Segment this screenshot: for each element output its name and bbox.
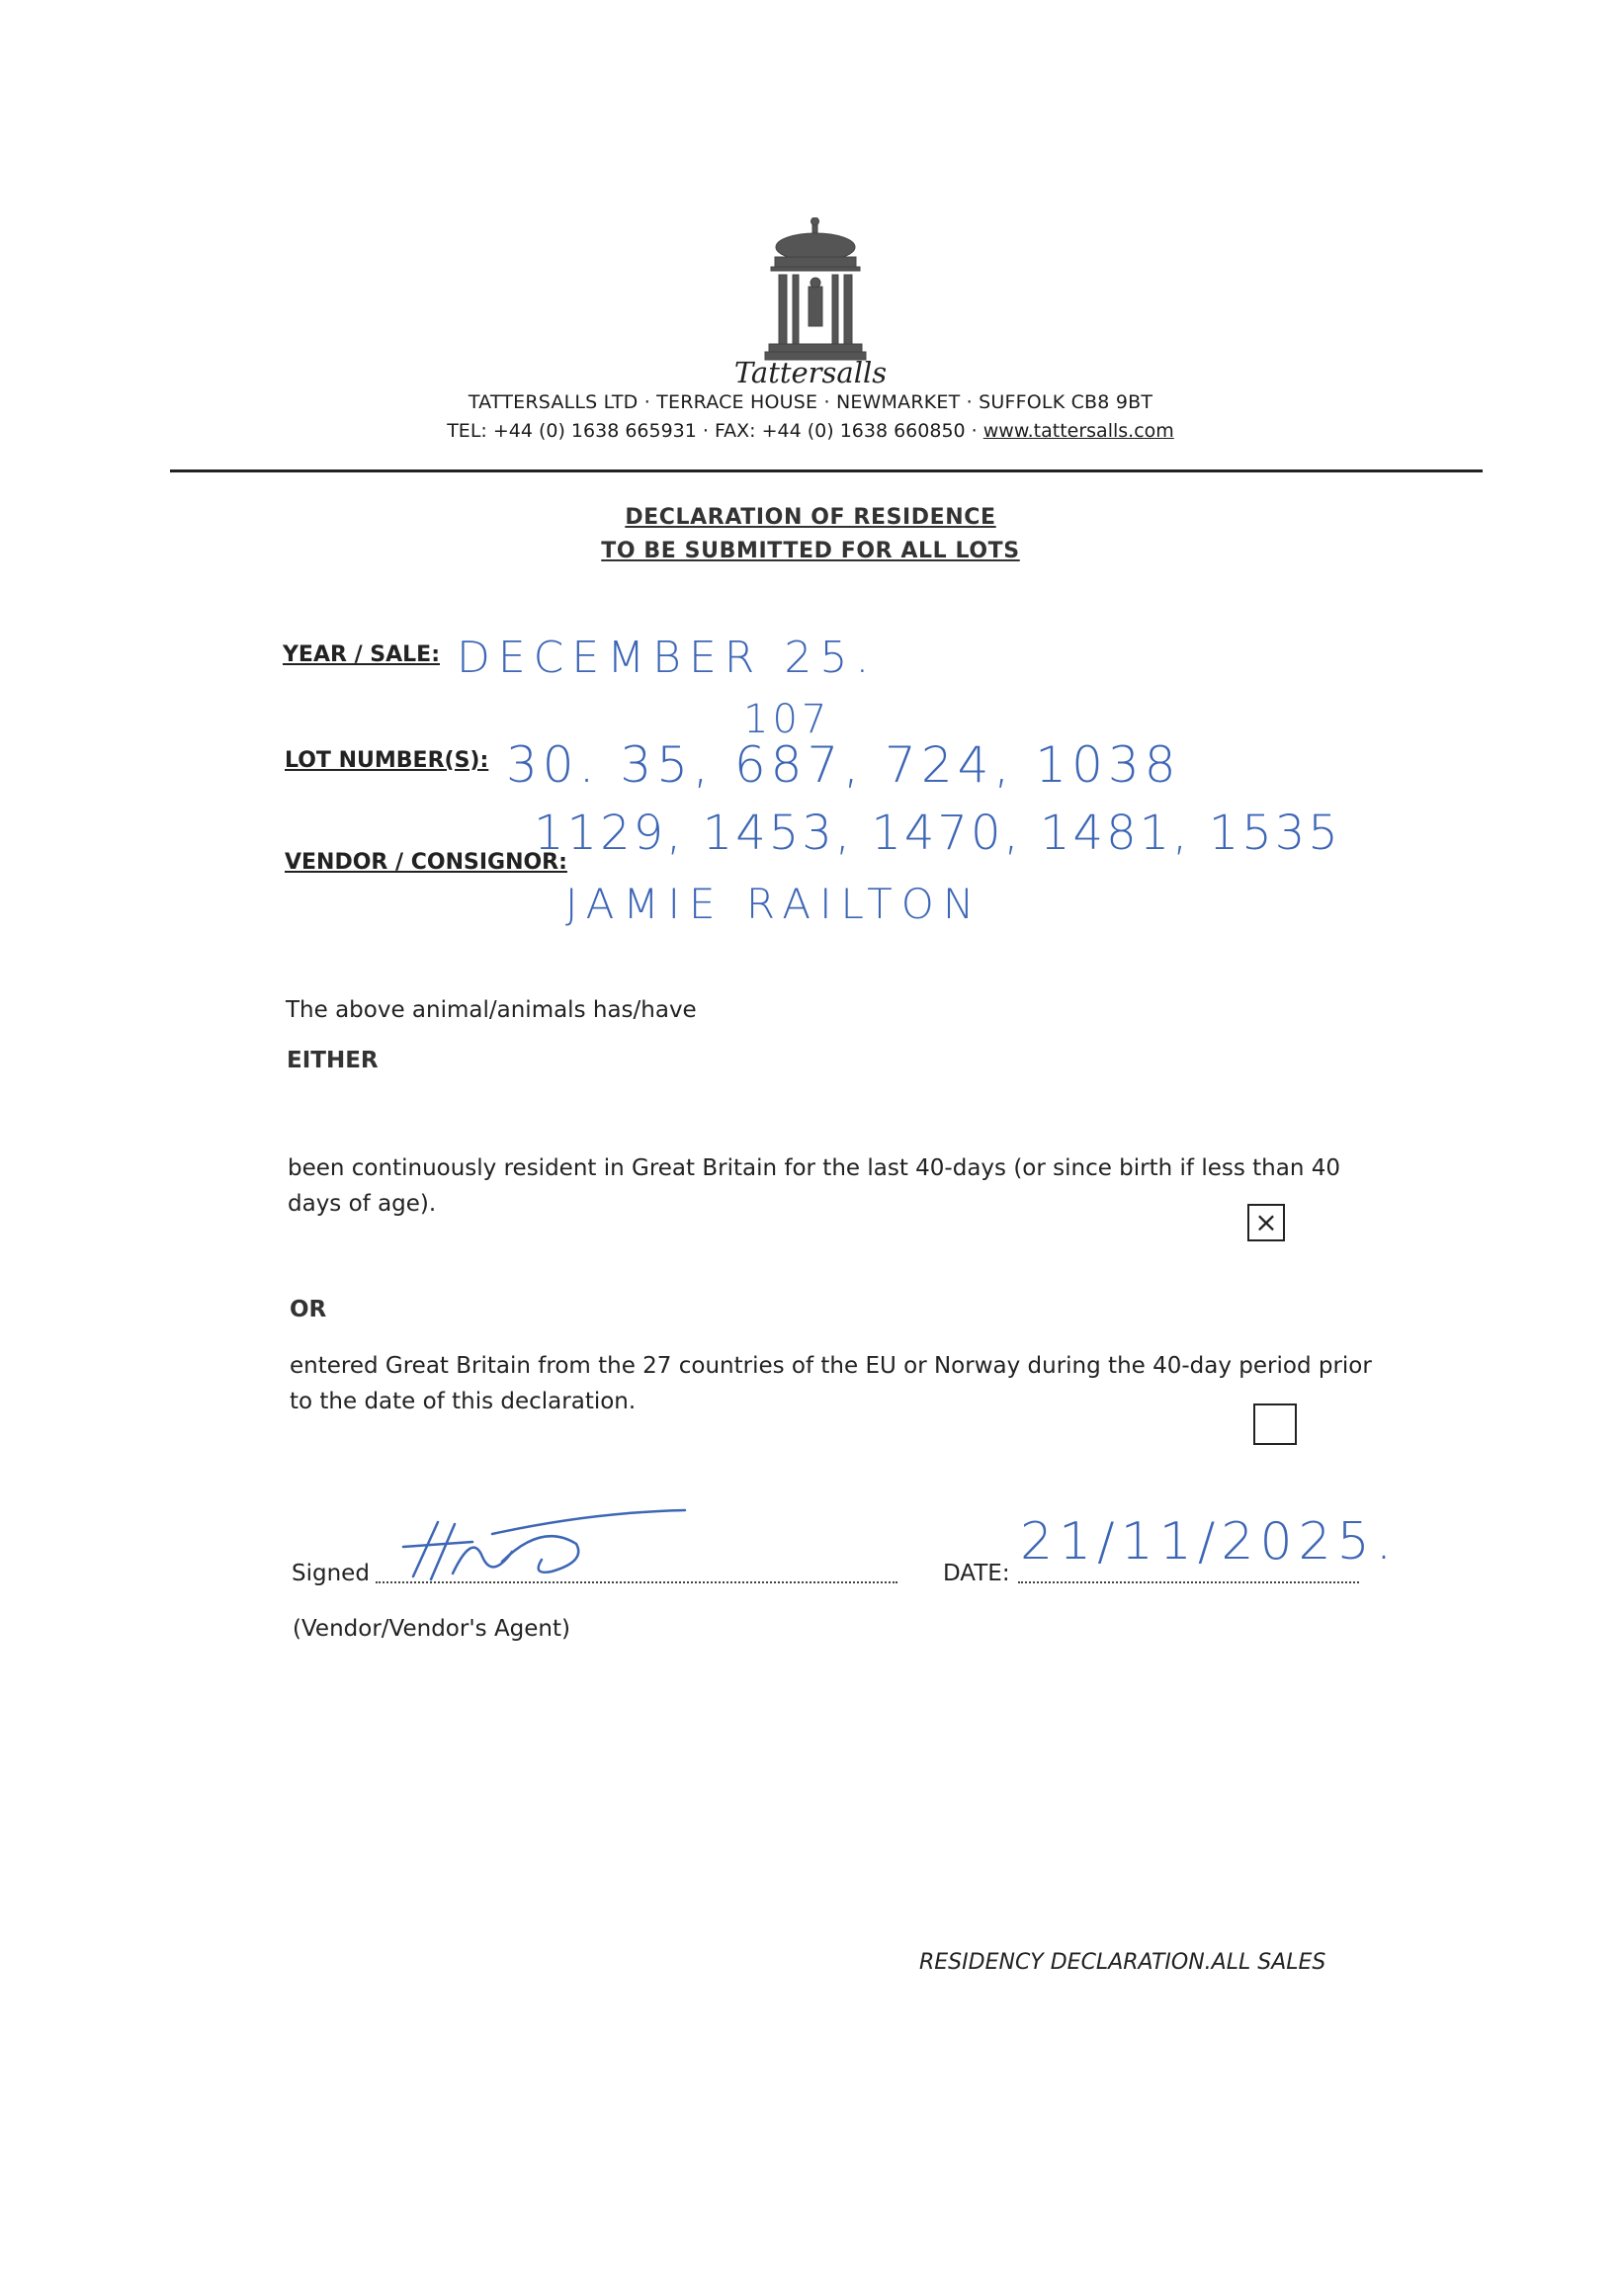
document-subtitle: TO BE SUBMITTED FOR ALL LOTS bbox=[601, 539, 1020, 563]
year-sale-label: YEAR / SALE: bbox=[283, 642, 440, 667]
website-link[interactable]: www.tattersalls.com bbox=[982, 420, 1174, 442]
document-title: DECLARATION OF RESIDENCE bbox=[625, 505, 996, 530]
company-address: TATTERSALLS LTD · TERRACE HOUSE · NEWMARKET · SUFFOLK CB8 9BT bbox=[468, 391, 1153, 413]
lot-numbers-line-2[interactable]: 1129, 1453, 1470, 1481, 1535 bbox=[534, 806, 1341, 861]
lot-numbers-line-1[interactable]: 30. 35, 687, 724, 1038 bbox=[506, 736, 1181, 794]
option-1-checkbox[interactable] bbox=[1247, 1204, 1285, 1241]
brand-name: Tattersalls bbox=[733, 356, 888, 389]
statement-intro: The above animal/animals has/have bbox=[286, 997, 697, 1023]
or-label: OR bbox=[290, 1297, 327, 1322]
year-sale-value[interactable]: DECEMBER 25. bbox=[457, 633, 878, 683]
check-mark-icon: × bbox=[1254, 1206, 1278, 1238]
signed-label: Signed bbox=[292, 1561, 370, 1586]
lot-numbers-label: LOT NUMBER(S): bbox=[285, 748, 489, 773]
option-1-text: been continuously resident in Great Britain for the last 40-days (or since birth if less than 40 days of age). bbox=[288, 1155, 1340, 1217]
tattersalls-logo bbox=[761, 217, 870, 366]
signature-scribble[interactable] bbox=[393, 1502, 700, 1591]
vendor-label: VENDOR / CONSIGNOR: bbox=[285, 850, 567, 875]
agent-note: (Vendor/Vendor's Agent) bbox=[293, 1616, 570, 1642]
company-contact bbox=[0, 420, 1621, 442]
option-2-text: entered Great Britain from the 27 countries of the EU or Norway during the 40-day period prior to the date of this declaration. bbox=[290, 1353, 1372, 1414]
header-divider bbox=[170, 469, 1483, 472]
date-line bbox=[1018, 1581, 1359, 1583]
date-label: DATE: bbox=[943, 1561, 1010, 1586]
either-label: EITHER bbox=[287, 1048, 379, 1073]
lot-number-insert[interactable]: 107 bbox=[743, 697, 831, 742]
form-name: RESIDENCY DECLARATION.ALL SALES bbox=[919, 1950, 1326, 1975]
option-2-checkbox[interactable] bbox=[1253, 1403, 1297, 1445]
contact-numbers: TEL: +44 (0) 1638 665931 · FAX: +44 (0) 1638 660850 · bbox=[447, 420, 983, 442]
vendor-value[interactable]: JAMIE RAILTON bbox=[565, 880, 983, 928]
date-value[interactable]: 21/11/2025. bbox=[1020, 1512, 1399, 1572]
